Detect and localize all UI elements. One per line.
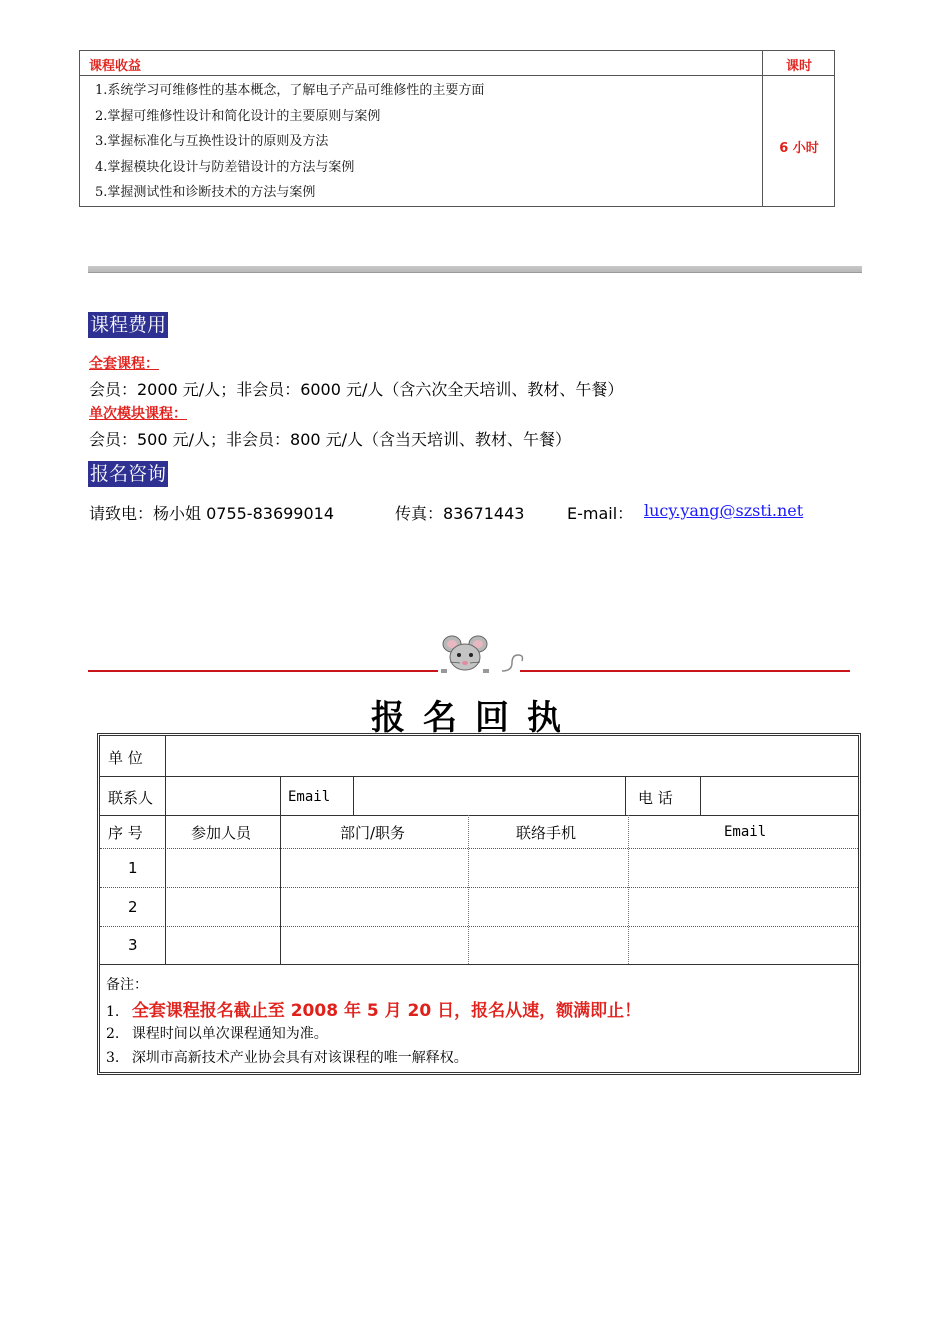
note-item-3: 3. 深圳市高新技术产业协会具有对该课程的唯一解释权。 <box>106 1050 468 1066</box>
col-header-attendee: 参加人员 <box>191 824 252 842</box>
note-item-2: 2. 课程时间以单次课程通知为准。 <box>106 1026 328 1042</box>
contact-person-label: 联系人 <box>108 789 154 807</box>
col-header-email: Email <box>724 824 767 840</box>
benefit-item: 4.掌握模块化设计与防差错设计的方法与案例 <box>95 159 355 175</box>
phone-field[interactable] <box>701 777 858 815</box>
single-module-label: 单次模块课程： <box>89 406 187 422</box>
mouse-icon <box>436 633 528 675</box>
benefits-list <box>95 81 484 209</box>
full-course-label: 全套课程： <box>89 356 159 372</box>
fees-heading: 课程费用 <box>90 314 167 336</box>
contact-phone: 请致电：杨小姐 0755-83699014 <box>89 504 335 523</box>
email-label: Email <box>288 789 331 805</box>
col-header-department: 部门/职务 <box>340 824 406 842</box>
benefit-item: 1.系统学习可维修性的基本概念，了解电子产品可维修性的主要方面 <box>95 83 485 98</box>
contact-email-label: E-mail： <box>567 504 634 523</box>
unit-field[interactable] <box>166 736 858 776</box>
form-title: 报名回执 <box>371 698 579 738</box>
red-divider-right <box>520 670 850 672</box>
course-benefits-table <box>79 50 835 207</box>
table-row-index: 1 <box>128 859 138 877</box>
col-header-index: 序 号 <box>108 824 143 842</box>
note-item-1: 1. 全套课程报名截止至 2008 年 5 月 20 日，报名从速，额满即止！ <box>106 1001 642 1021</box>
section-divider <box>88 266 862 273</box>
benefits-header: 课程收益 <box>89 59 142 74</box>
phone-label: 电 话 <box>638 789 673 807</box>
registration-form <box>97 733 861 1075</box>
table-row-index: 2 <box>128 898 138 916</box>
full-course-price: 会员：2000 元/人；非会员：6000 元/人（含六次全天培训、教材、午餐） <box>89 380 624 399</box>
single-module-price: 会员：500 元/人；非会员：800 元/人（含当天培训、教材、午餐） <box>89 430 572 449</box>
email-field[interactable] <box>354 777 624 815</box>
course-hours: 6 小时 <box>779 141 819 156</box>
table-row-index: 3 <box>128 936 138 954</box>
red-divider-left <box>88 670 438 672</box>
benefit-item: 3.掌握标准化与互换性设计的原则及方法 <box>95 134 329 149</box>
contact-email-link[interactable]: lucy.yang@szsti.net <box>644 501 804 520</box>
contact-heading: 报名咨询 <box>90 463 167 485</box>
col-header-mobile: 联络手机 <box>516 824 577 842</box>
unit-label: 单 位 <box>108 749 143 767</box>
benefit-item: 2.掌握可维修性设计和简化设计的主要原则与案例 <box>95 108 381 124</box>
contact-fax: 传真：83671443 <box>395 504 525 523</box>
hours-header: 课时 <box>785 59 812 74</box>
benefit-item: 5.掌握测试性和诊断技术的方法与案例 <box>95 185 316 200</box>
contact-person-field[interactable] <box>166 777 280 815</box>
notes-label: 备注： <box>106 977 148 993</box>
table-header-row <box>80 51 834 76</box>
